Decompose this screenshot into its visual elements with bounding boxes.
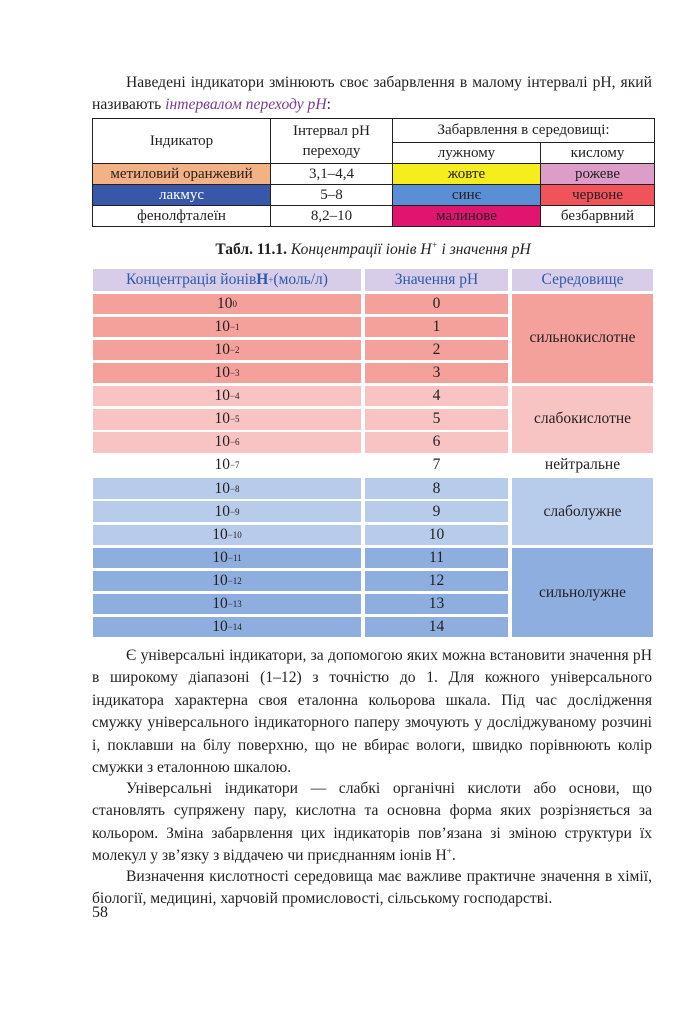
indicator-alkaline-color: жовте (393, 164, 541, 185)
concentration-base: 10 (212, 525, 228, 543)
medium-cell: нейтральне (512, 455, 653, 476)
ph-header-concentration: Концентрація йонів H + (моль/л) (93, 269, 361, 291)
concentration-cell: 10 −8 (93, 478, 361, 499)
intro-text: Наведені індикатори змінюють своє забарвлення в малому інтервалі pH, який називають (92, 74, 652, 114)
page-number: 58 (92, 904, 108, 921)
header-interval (271, 119, 393, 164)
ph-value-cell: 9 (365, 501, 508, 522)
paragraph-weak-acids (92, 778, 652, 868)
ph-value-cell: 8 (365, 478, 508, 499)
concentration-base: 10 (214, 479, 230, 497)
paragraph-importance (92, 866, 652, 911)
concentration-base: 10 (212, 571, 228, 589)
concentration-base: 10 (214, 340, 230, 358)
ph-header-value: Значення pH (365, 269, 508, 291)
concentration-cell: 10 −14 (93, 617, 361, 638)
indicator-name: лакмус (93, 185, 271, 206)
ph-header-medium: Середовище (512, 269, 653, 291)
paragraph-2-text: Універсальні індикатори — слабкі органічні кислоти або основи, що становлять супряжену пару, кислотна та основна форма яких розрізняється за кольором. Зміна забарвлення цих індикаторів пов’язана зі зміною структури їх молекул у зв’язку з віддачею чи приєднанням іонів H (92, 780, 652, 865)
concentration-cell: 10 −11 (93, 548, 361, 569)
medium-cell: сильнолужне (512, 548, 653, 638)
indicator-row (93, 206, 655, 227)
paragraph-2-sup: + (446, 846, 452, 857)
ph-value-cell: 12 (365, 571, 508, 592)
concentration-cell: 10 −7 (93, 455, 361, 476)
paragraph-2-end: . (451, 847, 456, 865)
caption-title-end: і значення pH (437, 241, 531, 258)
ph-value-cell: 5 (365, 409, 508, 430)
indicator-table (92, 118, 655, 227)
indicator-row (93, 185, 655, 206)
concentration-cell: 10 0 (93, 294, 361, 315)
concentration-base: 10 (212, 595, 228, 613)
ph-header-unit: (моль/л) (273, 271, 328, 288)
ph-value-cell: 6 (365, 432, 508, 453)
ph-value-cell: 7 (365, 455, 508, 476)
table-caption (92, 241, 654, 259)
ph-value-cell: 11 (365, 548, 508, 569)
paragraph-universal-indicators (92, 645, 652, 779)
ph-value-cell: 13 (365, 594, 508, 615)
paragraph-1-text: Є універсальні індикатори, за допомогою яких можна встановити значення pH в широкому діапазоні (1–12) з точністю до 1. Для кожного універсального індикатора характерна своя еталонна кольорова шкала. Під час дослідження смужку універсального індикаторного паперу змочують у досліджуваному розчині і, поклавши на білу поверхню, що не вбирає вологи, швидко порівнюють колір смужки з еталонною шкалою. (92, 647, 652, 777)
indicator-row (93, 164, 655, 185)
concentration-cell: 10 −1 (93, 317, 361, 338)
header-alkaline: лужному (393, 143, 541, 164)
concentration-base: 10 (214, 433, 230, 451)
indicator-interval: 3,1–4,4 (271, 164, 393, 185)
ph-value-cell: 1 (365, 317, 508, 338)
caption-sup: + (431, 240, 438, 250)
intro-paragraph (92, 72, 652, 117)
concentration-base: 10 (212, 618, 228, 636)
header-coloring: Забарвлення в середовищі: (393, 119, 655, 143)
indicator-acidic-color: рожеве (541, 164, 655, 185)
ph-header-ion: H (256, 271, 269, 288)
concentration-base: 10 (214, 410, 230, 428)
concentration-cell: 10 −5 (93, 409, 361, 430)
indicator-name: метиловий оранжевий (93, 164, 271, 185)
indicator-interval: 5–8 (271, 185, 393, 206)
caption-title: Концентрації іонів H (290, 241, 432, 258)
concentration-base: 10 (214, 387, 230, 405)
ph-value-cell: 4 (365, 386, 508, 407)
intro-term: інтервалом переходу pH (165, 96, 327, 114)
ph-value-cell: 10 (365, 525, 508, 546)
medium-cell: слаболужне (512, 478, 653, 545)
concentration-base: 10 (214, 456, 230, 474)
concentration-base: 10 (212, 548, 228, 566)
indicator-interval: 8,2–10 (271, 206, 393, 227)
caption-label: Табл. 11.1. (215, 241, 288, 258)
ph-value-cell: 0 (365, 294, 508, 315)
concentration-cell: 10 −2 (93, 340, 361, 361)
ph-table (93, 269, 653, 637)
ph-value-cell: 14 (365, 617, 508, 638)
concentration-base: 10 (214, 364, 230, 382)
concentration-base: 10 (217, 294, 233, 312)
concentration-cell: 10 −13 (93, 594, 361, 615)
concentration-base: 10 (214, 317, 230, 335)
indicator-acidic-color: червоне (541, 185, 655, 206)
concentration-cell: 10 −6 (93, 432, 361, 453)
header-acidic: кислому (541, 143, 655, 164)
indicator-rows (93, 164, 655, 227)
indicator-acidic-color: безбарвний (541, 206, 655, 227)
intro-colon: : (326, 96, 331, 114)
indicator-name: фенолфталеїн (93, 206, 271, 227)
concentration-cell: 10 −4 (93, 386, 361, 407)
header-indicator: Індикатор (93, 119, 271, 164)
indicator-alkaline-color: синє (393, 185, 541, 206)
ph-header-concentration-text: Концентрація йонів (126, 271, 257, 288)
concentration-cell: 10 −10 (93, 525, 361, 546)
concentration-cell: 10 −3 (93, 363, 361, 384)
header-interval-text: Інтервал pH переходу (293, 123, 370, 159)
concentration-cell: 10 −9 (93, 501, 361, 522)
medium-cell: слабокислотне (512, 386, 653, 453)
ph-value-cell: 3 (365, 363, 508, 384)
concentration-cell: 10 −12 (93, 571, 361, 592)
ph-value-cell: 2 (365, 340, 508, 361)
indicator-alkaline-color: малинове (393, 206, 541, 227)
concentration-base: 10 (214, 502, 230, 520)
paragraph-3-text: Визначення кислотності середовища має важливе практичне значення в хімії, біології, медицині, харчовій промисловості, сільському господарстві. (92, 868, 652, 908)
medium-cell: сильнокислотне (512, 294, 653, 384)
